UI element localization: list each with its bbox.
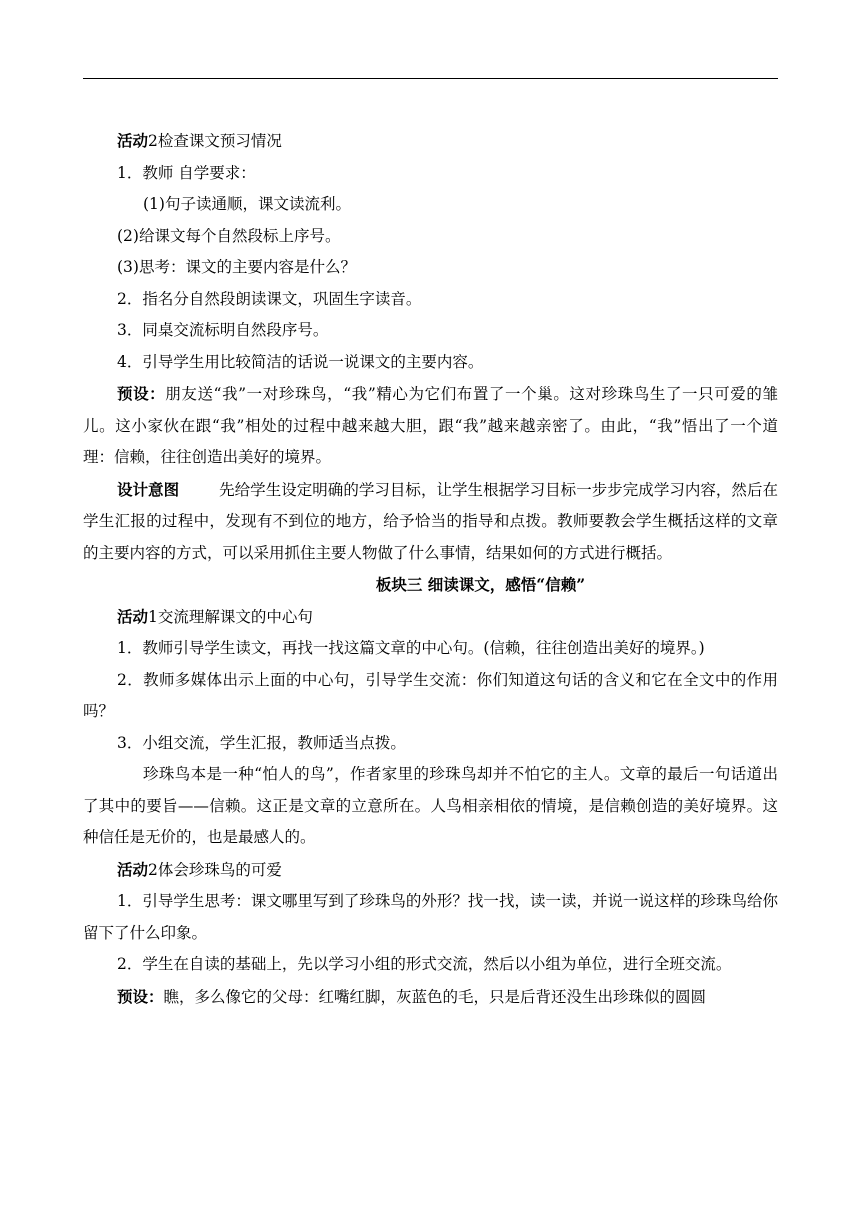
- document-body: [83, 125, 778, 1013]
- list-subitem: (1)句子读通顺，课文读流利。: [143, 195, 351, 213]
- list-item: 3．小组交流，学生汇报，教师适当点拨。: [117, 733, 406, 752]
- activity-2-heading: [83, 125, 778, 158]
- design-intent-paragraph: [83, 474, 778, 570]
- list-item: 2．学生在自读的基础上，先以学习小组的形式交流，然后以小组为单位，进行全班交流。: [117, 955, 732, 973]
- activity-2b-heading: [83, 854, 778, 887]
- design-intent-label: 设计意图: [117, 479, 180, 499]
- design-intent-text: 先给学生设定明确的学习目标，让学生根据学习目标一步步完成学习内容，然后在学生汇报的过程中，发现有不到位的地方，给予恰当的指导和点拨。教师要教会学生概括这样的文章的主要内容的方式，可以采用抓住主要人物做了什么事情，结果如何的方式进行概括。: [83, 480, 778, 562]
- list-item: 1．引导学生思考：课文哪里写到了珍珠鸟的外形？找一找，读一读，并说一说这样的珍珠鸟给你留下了什么印象。: [83, 892, 778, 942]
- activity-label: 活动: [117, 859, 149, 879]
- list-item: 3．同桌交流标明自然段序号。: [117, 321, 329, 339]
- activity-title: 检查课文预习情况: [157, 132, 282, 150]
- preset-text: 瞧，多么像它的父母：红嘴红脚，灰蓝色的毛，只是后背还没生出珍珠似的圆圆: [163, 987, 707, 1006]
- list-subitem: (3)思考：课文的主要内容是什么？: [117, 258, 356, 276]
- preset-paragraph: [83, 378, 778, 474]
- activity-number: 2: [148, 132, 158, 150]
- list-item: 2．教师多媒体出示上面的中心句，引导学生交流：你们知道这句话的含义和它在全文中的作用吗？: [83, 670, 778, 720]
- section-heading: 板块三 细读课文，感悟“信赖”: [375, 575, 586, 594]
- list-subitem: (2)给课文每个自然段标上序号。: [117, 226, 341, 245]
- activity-number: 2: [148, 860, 158, 879]
- activity-label: 活动: [117, 131, 149, 150]
- activity-title: 交流理解课文的中心句: [157, 607, 313, 626]
- list-item: 1．教师引导学生读文，再找一找这篇文章的中心句。(信赖，往往创造出美好的境界。): [117, 639, 705, 657]
- preset-text: 朋友送“我”一对珍珠鸟，“我”精心为它们布置了一个巢。这对珍珠鸟生了一只可爱的雏儿。这小家伙在跟“我”相处的过程中越来越大胆，跟“我”越来越亲密了。由此，“我”悟出了一个道理：信赖，往往创造出美好的境界。: [83, 385, 778, 466]
- header-rule: [83, 78, 778, 79]
- activity-number: 1: [148, 607, 158, 626]
- preset-label: 预设：: [117, 384, 166, 403]
- list-item: 2．指名分自然段朗读课文，巩固生字读音。: [117, 289, 422, 308]
- list-item: 4．引导学生用比较简洁的话说一说课文的主要内容。: [117, 352, 484, 371]
- preset-paragraph: [83, 981, 778, 1014]
- explanation-paragraph: 珍珠鸟本是一种“怕人的鸟”，作者家里的珍珠鸟却并不怕它的主人。文章的最后一句话道出了其中的要旨——信赖。这正是文章的立意所在。人鸟相亲相依的情境，是信赖创造的美好境界。这种信任是无价的，也是最感人的。: [83, 765, 778, 846]
- activity-label: 活动: [117, 606, 149, 626]
- activity-title: 体会珍珠鸟的可爱: [157, 860, 282, 879]
- activity-1-heading: [83, 601, 778, 634]
- list-item: 1．教师 自学要求：: [117, 163, 256, 182]
- preset-label: 预设：: [117, 986, 164, 1006]
